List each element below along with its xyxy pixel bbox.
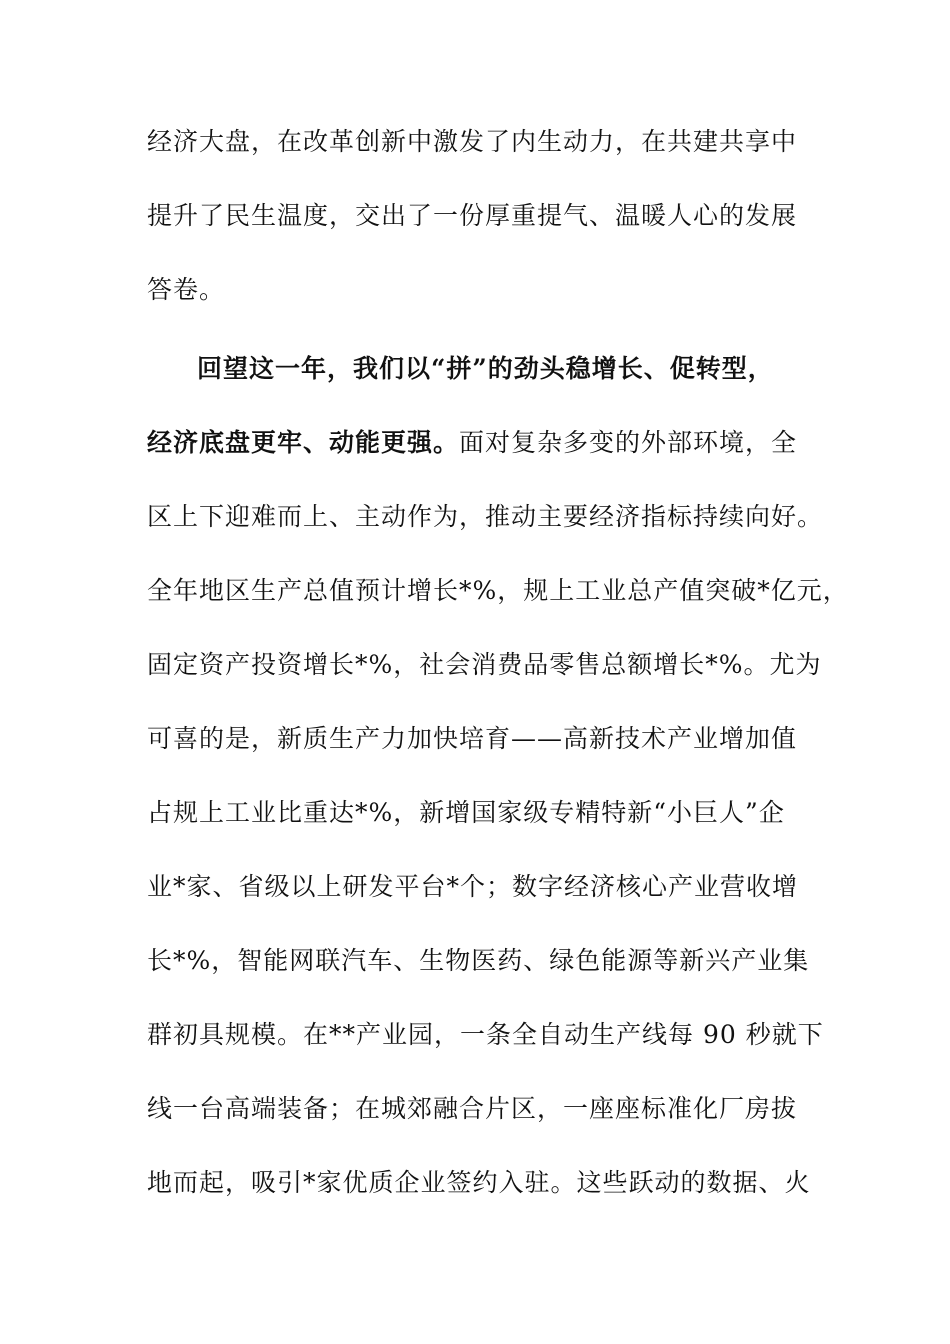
section-heading-line-2: 经济底盘更牢、动能更强。: [147, 428, 460, 457]
text-line-6: 区上下迎难而上、主动作为，推动主要经济指标持续向好。: [147, 502, 824, 531]
text-line-13: 群初具规模。在**产业园，一条全自动生产线每 90 秒就下: [147, 1020, 824, 1049]
text-line-9: 可喜的是，新质生产力加快培育——高新技术产业增加值: [147, 724, 798, 753]
text-line-7: 全年地区生产总值预计增长*%，规上工业总产值突破*亿元，: [147, 576, 849, 605]
text-line-2: 提升了民生温度，交出了一份厚重提气、温暖人心的发展: [147, 201, 798, 230]
text-line-8: 固定资产投资增长*%，社会消费品零售总额增长*%。尤为: [147, 650, 822, 679]
text-line-12: 长*%，智能网联汽车、生物医药、绿色能源等新兴产业集: [147, 946, 810, 975]
text-line-5: [147, 423, 827, 463]
text-line-1: 经济大盘，在改革创新中激发了内生动力，在共建共享中: [147, 127, 798, 156]
text-line-10: 占规上工业比重达*%，新增国家级专精特新“小巨人”企: [147, 798, 785, 827]
text-line-15: 地而起，吸引*家优质企业签约入驻。这些跃动的数据、火: [147, 1168, 811, 1197]
text-line-14: 线一台高端装备；在城郊融合片区，一座座标准化厂房拔: [147, 1094, 798, 1123]
section-heading-line-1: 回望这一年，我们以“拼”的劲头稳增长、促转型，: [197, 354, 774, 383]
body-text-start: 面对复杂多变的外部环境，全: [459, 428, 798, 457]
text-line-11: 业*家、省级以上研发平台*个；数字经济核心产业营收增: [147, 872, 799, 901]
text-line-3: 答卷。: [147, 275, 226, 304]
